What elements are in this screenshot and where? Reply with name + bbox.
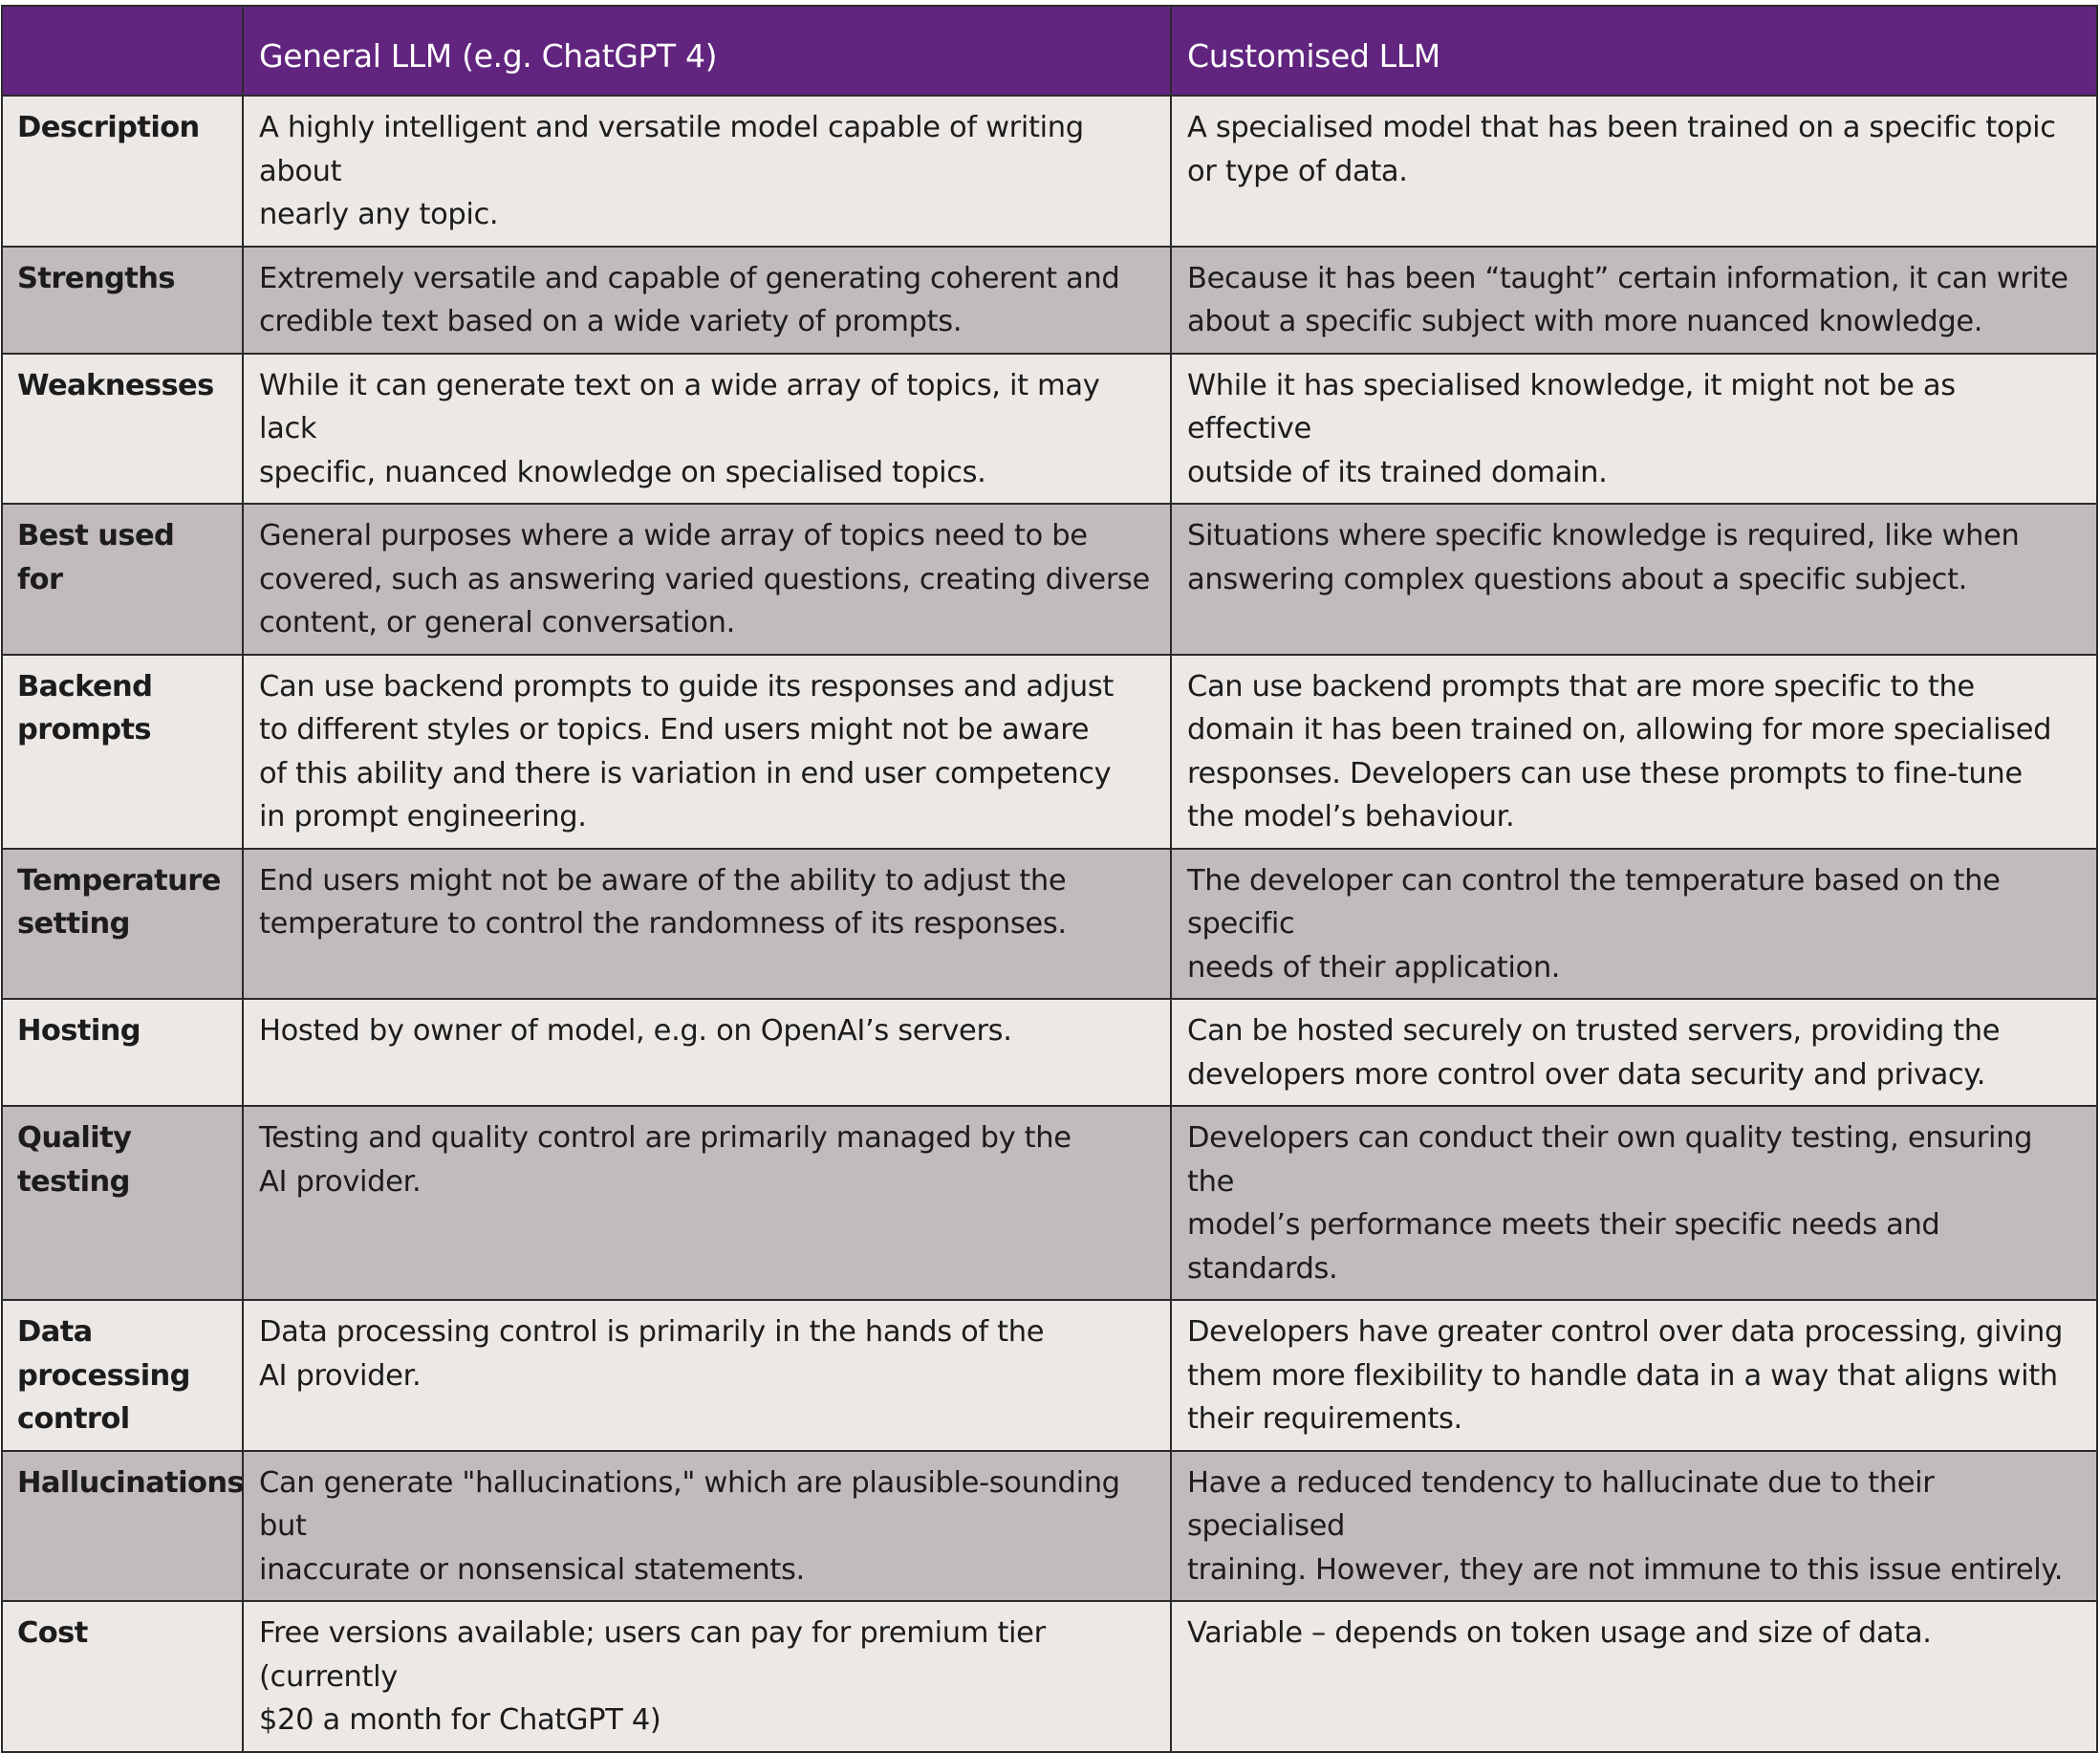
- general-llm-cell: Hosted by owner of model, e.g. on OpenAI’s servers.: [243, 999, 1171, 1106]
- table-row-hosting: [2, 999, 2097, 1106]
- general-llm-cell: Testing and quality control are primarily managed by the AI provider.: [243, 1106, 1171, 1300]
- table-row-hallucinations: [2, 1451, 2097, 1602]
- customised-llm-cell: Can be hosted securely on trusted servers, providing the developers more control over data security and privacy.: [1171, 999, 2097, 1106]
- row-label: Hosting: [2, 999, 243, 1106]
- row-label: Backend prompts: [2, 655, 243, 849]
- general-llm-cell: While it can generate text on a wide array of topics, it may lack specific, nuanced knowledge on specialised topics.: [243, 354, 1171, 505]
- row-label: Cost: [2, 1601, 243, 1752]
- general-llm-cell: Extremely versatile and capable of generating coherent and credible text based on a wide variety of prompts.: [243, 247, 1171, 354]
- customised-llm-cell: The developer can control the temperature based on the specific needs of their application.: [1171, 849, 2097, 1000]
- general-llm-cell: Data processing control is primarily in the hands of the AI provider.: [243, 1300, 1171, 1451]
- table-row-temperature-setting: [2, 849, 2097, 1000]
- header-general-llm: General LLM (e.g. ChatGPT 4): [243, 6, 1171, 96]
- table-row-quality-testing: [2, 1106, 2097, 1300]
- table-row-strengths: [2, 247, 2097, 354]
- row-label: Strengths: [2, 247, 243, 354]
- customised-llm-cell: Situations where specific knowledge is required, like when answering complex questions about a specific subject.: [1171, 504, 2097, 655]
- row-label: Weaknesses: [2, 354, 243, 505]
- header-customised-llm: Customised LLM: [1171, 6, 2097, 96]
- table-row-backend-prompts: [2, 655, 2097, 849]
- row-label: Temperature setting: [2, 849, 243, 1000]
- table-body: [2, 96, 2097, 1752]
- row-label: Best used for: [2, 504, 243, 655]
- general-llm-cell: General purposes where a wide array of topics need to be covered, such as answering varied questions, creating diverse content, or general conversation.: [243, 504, 1171, 655]
- general-llm-cell: End users might not be aware of the ability to adjust the temperature to control the randomness of its responses.: [243, 849, 1171, 1000]
- table-row-data-processing-control: [2, 1300, 2097, 1451]
- row-label: Quality testing: [2, 1106, 243, 1300]
- customised-llm-cell: Can use backend prompts that are more specific to the domain it has been trained on, allowing for more specialised responses. Developers can use these prompts to fine-tune the model’s behaviour.: [1171, 655, 2097, 849]
- table-row-best-used-for: [2, 504, 2097, 655]
- customised-llm-cell: Variable – depends on token usage and size of data.: [1171, 1601, 2097, 1752]
- general-llm-cell: Can use backend prompts to guide its responses and adjust to different styles or topics. End users might not be aware of this ability and there is variation in end user competency in prompt engineering.: [243, 655, 1171, 849]
- header-row: [2, 6, 2097, 96]
- customised-llm-cell: Because it has been “taught” certain information, it can write about a specific subject with more nuanced knowledge.: [1171, 247, 2097, 354]
- customised-llm-cell: Developers have greater control over data processing, giving them more flexibility to handle data in a way that aligns with their requirements.: [1171, 1300, 2097, 1451]
- table-header: [2, 6, 2097, 96]
- table-row-weaknesses: [2, 354, 2097, 505]
- table-row-cost: [2, 1601, 2097, 1752]
- customised-llm-cell: While it has specialised knowledge, it might not be as effective outside of its trained domain.: [1171, 354, 2097, 505]
- llm-comparison-table: [1, 5, 2098, 1753]
- row-label: Hallucinations: [2, 1451, 243, 1602]
- table-row-description: [2, 96, 2097, 247]
- row-label: Data processing control: [2, 1300, 243, 1451]
- row-label: Description: [2, 96, 243, 247]
- customised-llm-cell: Developers can conduct their own quality testing, ensuring the model’s performance meets their specific needs and standards.: [1171, 1106, 2097, 1300]
- comparison-table-wrapper: [1, 5, 2096, 1753]
- general-llm-cell: Free versions available; users can pay for premium tier (currently $20 a month for ChatGPT 4): [243, 1601, 1171, 1752]
- general-llm-cell: A highly intelligent and versatile model capable of writing about nearly any topic.: [243, 96, 1171, 247]
- customised-llm-cell: Have a reduced tendency to hallucinate due to their specialised training. However, they are not immune to this issue entirely.: [1171, 1451, 2097, 1602]
- general-llm-cell: Can generate "hallucinations," which are plausible-sounding but inaccurate or nonsensical statements.: [243, 1451, 1171, 1602]
- header-blank-cell: [2, 6, 243, 96]
- customised-llm-cell: A specialised model that has been trained on a specific topic or type of data.: [1171, 96, 2097, 247]
